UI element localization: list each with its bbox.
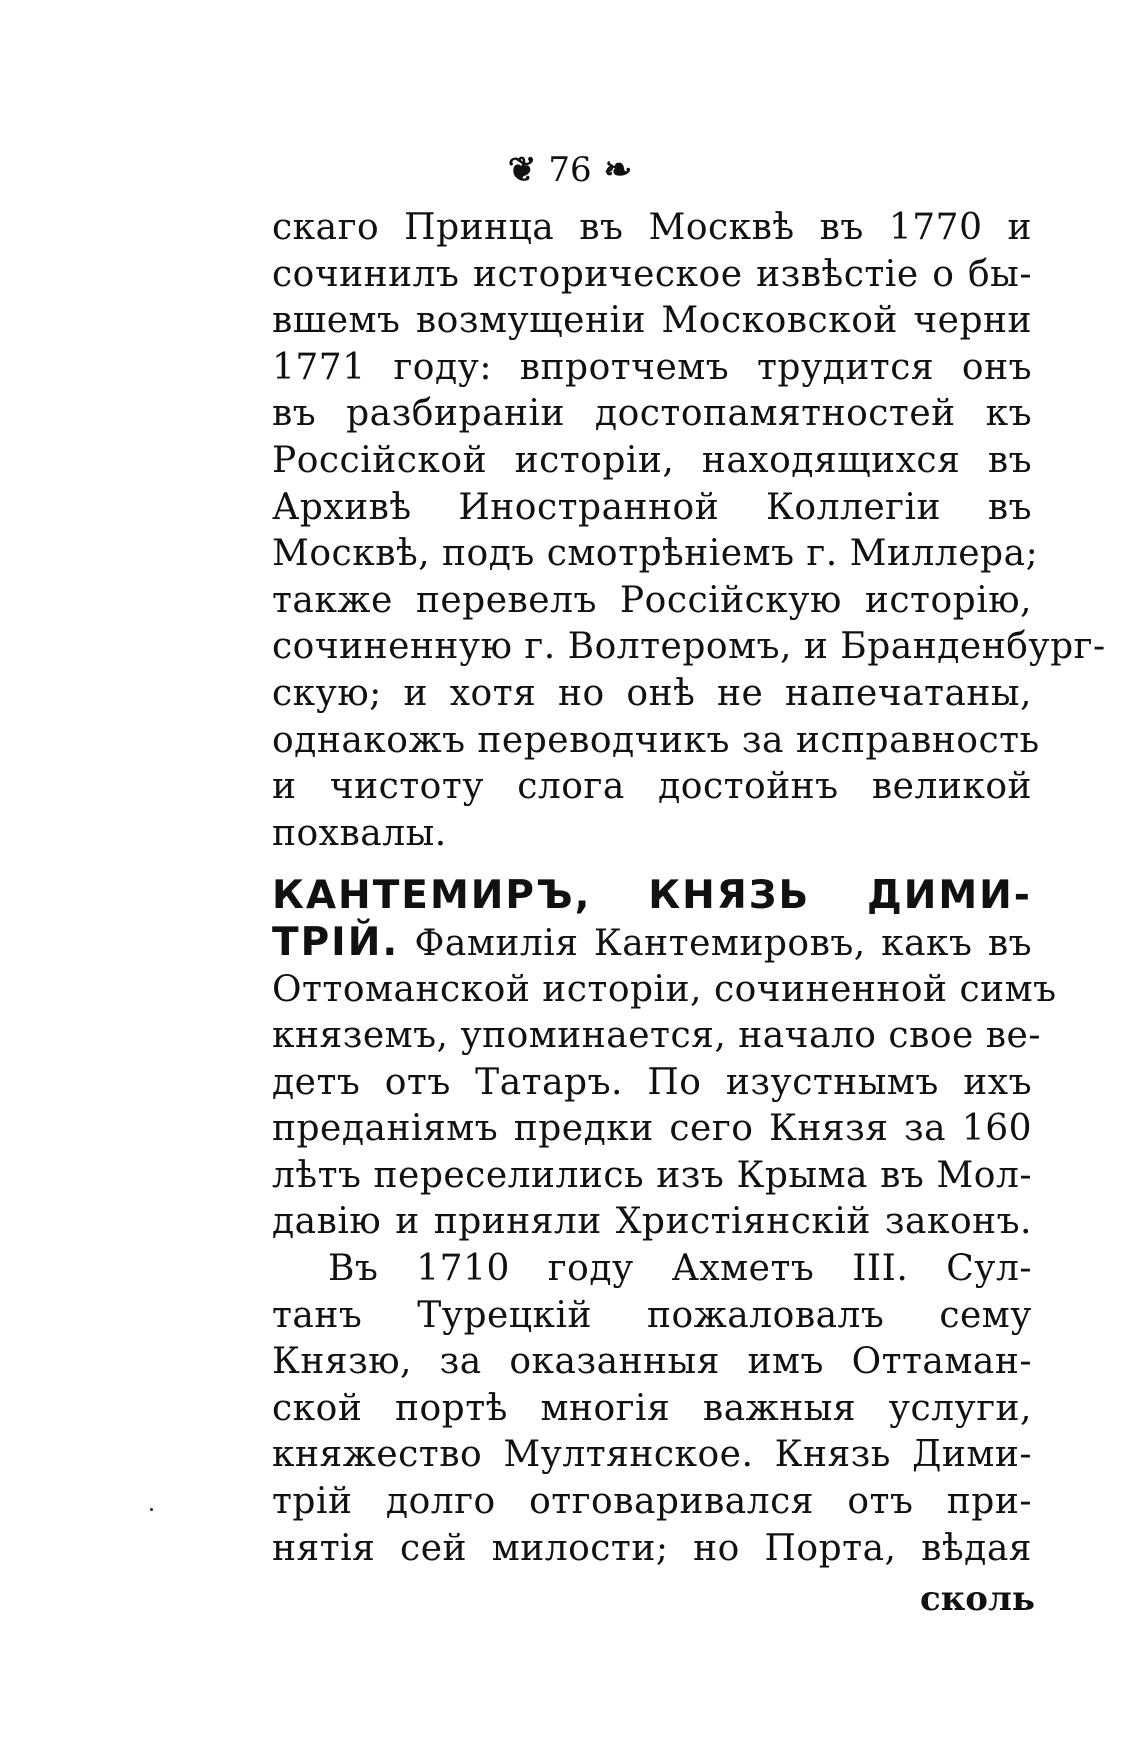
entry-heading-continuation	[272, 920, 1032, 967]
text-line: сочиненную г. Волтеромъ, и Бранденбург-	[272, 626, 1106, 668]
text-line: ской портѣ многiя важныя услуги,	[272, 1387, 1032, 1429]
text-line: вшемъ возмущенiи Московской черни	[272, 300, 1032, 342]
text-line: княземъ, упоминается, начало свое ве-	[272, 1015, 1042, 1057]
text-line: Въ 1710 году Ахметъ III. Сул-	[328, 1248, 1032, 1290]
page-number: 76	[548, 150, 592, 190]
text-line: похвалы.	[272, 812, 447, 854]
print-speck	[150, 1508, 153, 1511]
text-line: Князю, за оказанныя имъ Оттаман-	[272, 1341, 1032, 1383]
text-line: и чистоту слога достойнъ великой	[272, 766, 1032, 808]
text-line: нятiя сей милости; но Порта, вѣдая	[272, 1527, 1032, 1569]
text-line: давiю и приняли Христiянскiй законъ.	[272, 1201, 1032, 1243]
text-line: Оттоманской исторiи, сочиненной симъ	[272, 968, 1057, 1010]
text-line: также перевелъ Россiйскую исторiю,	[272, 579, 1032, 621]
text-line: скую; и хотя но онѣ не напечатаны,	[272, 672, 1032, 714]
text-line: детъ отъ Татаръ. По изустнымъ ихъ	[272, 1061, 1032, 1103]
text-line: княжество Мултянское. Князь Дими-	[272, 1434, 1032, 1476]
text-line: Россiйской исторiи, находящихся въ	[272, 439, 1032, 481]
entry-text-start: Фамилiя Кантемировъ, какъ въ	[399, 922, 1032, 964]
entry-heading-tail: ТРIЙ.	[272, 919, 400, 965]
text-line: Москвѣ, подъ смотрѣнiемъ г. Миллера;	[272, 533, 1039, 575]
text-block	[272, 205, 1106, 1572]
text-line: танъ Турецкiй пожаловалъ сему	[272, 1294, 1032, 1336]
text-line: лѣтъ переселились изъ Крыма въ Мол-	[272, 1154, 1032, 1196]
text-line: скаго Принца въ Москвѣ въ 1770 и	[272, 207, 1032, 248]
left-ornament-icon: ❦	[507, 150, 537, 190]
text-line: однакожъ переводчикъ за исправность	[272, 719, 1040, 761]
text-line: 1771 году: впротчемъ трудится онъ	[272, 346, 1032, 388]
catchword: сколь	[920, 1579, 1035, 1619]
text-line: въ разбиранiи достопамятностей къ	[272, 393, 1032, 435]
page-header	[0, 140, 1140, 200]
text-line: сочинилъ историческое извѣстiе о бы-	[272, 253, 1032, 295]
paragraph-gap	[272, 857, 1032, 873]
right-ornament-icon: ❧	[603, 150, 633, 190]
entry-heading: КАНТЕМИРЪ, КНЯЗЬ ДИМИ-	[272, 873, 1032, 919]
text-line: преданiямъ предки сего Князя за 160	[272, 1108, 1032, 1150]
text-line: трiй долго отговаривался отъ при-	[272, 1481, 1032, 1523]
text-line: Архивѣ Иностранной Коллегiи въ	[272, 486, 1032, 528]
